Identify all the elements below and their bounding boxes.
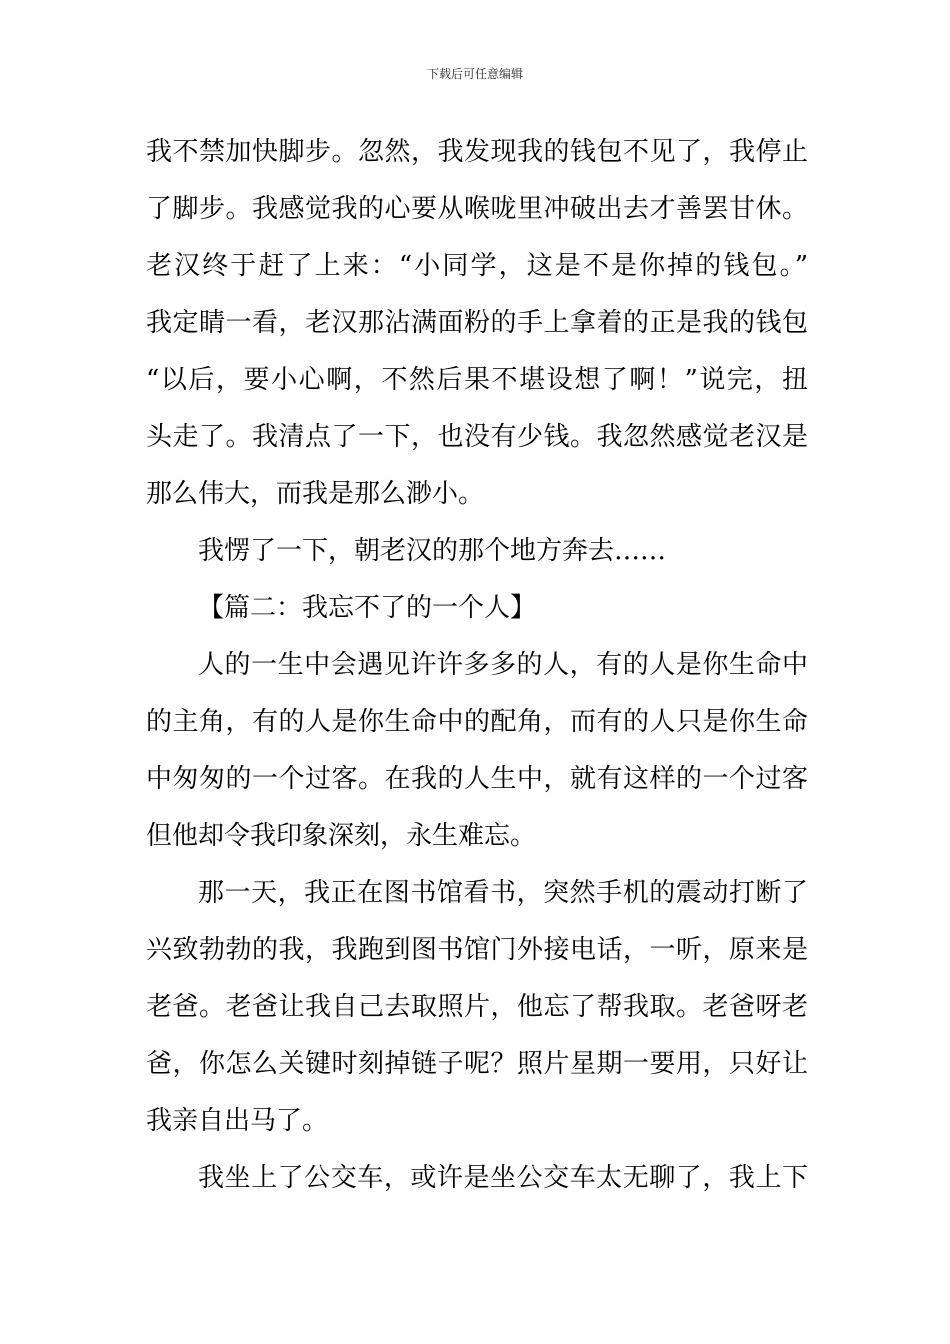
text-line: 我定睛一看，老汉那沾满面粉的手上拿着的正是我的钱包 <box>146 308 808 338</box>
section-heading: 【篇二：我忘不了的一个人】 <box>198 593 537 623</box>
text-line: 老汉终于赶了上来：“小同学，这是不是你掉的钱包。” <box>146 251 808 281</box>
text-line: 那么伟大，而我是那么渺小。 <box>146 479 485 509</box>
text-line: 了脚步。我感觉我的心要从喉咙里冲破出去才善罢甘休。 <box>146 194 808 224</box>
text-line: 我愣了一下，朝老汉的那个地方奔去…… <box>198 536 667 566</box>
text-line: “以后，要小心啊，不然后果不堪设想了啊！”说完，扭 <box>146 365 808 395</box>
text-line: 我不禁加快脚步。忽然，我发现我的钱包不见了，我停止 <box>146 137 808 167</box>
text-line: 我亲自出马了。 <box>146 1106 329 1136</box>
document-body <box>146 124 808 1207</box>
text-line: 那一天，我正在图书馆看书，突然手机的震动打断了 <box>198 878 808 908</box>
page-header: 下载后可任意编辑 <box>426 67 523 81</box>
text-line: 老爸。老爸让我自己去取照片，他忘了帮我取。老爸呀老 <box>146 992 808 1022</box>
text-line: 兴致勃勃的我，我跑到图书馆门外接电话，一听，原来是 <box>146 935 808 965</box>
text-line: 的主角，有的人是你生命中的配角，而有的人只是你生命 <box>146 707 808 737</box>
text-line: 头走了。我清点了一下，也没有少钱。我忽然感觉老汉是 <box>146 422 808 452</box>
text-line: 爸，你怎么关键时刻掉链子呢？照片星期一要用，只好让 <box>146 1049 808 1079</box>
text-line: 我坐上了公交车，或许是坐公交车太无聊了，我上下 <box>198 1163 808 1193</box>
text-line: 中匆匆的一个过客。在我的人生中，就有这样的一个过客 <box>146 764 808 794</box>
text-line: 人的一生中会遇见许许多多的人，有的人是你生命中 <box>198 650 808 680</box>
text-line: 但他却令我印象深刻，永生难忘。 <box>146 821 537 851</box>
